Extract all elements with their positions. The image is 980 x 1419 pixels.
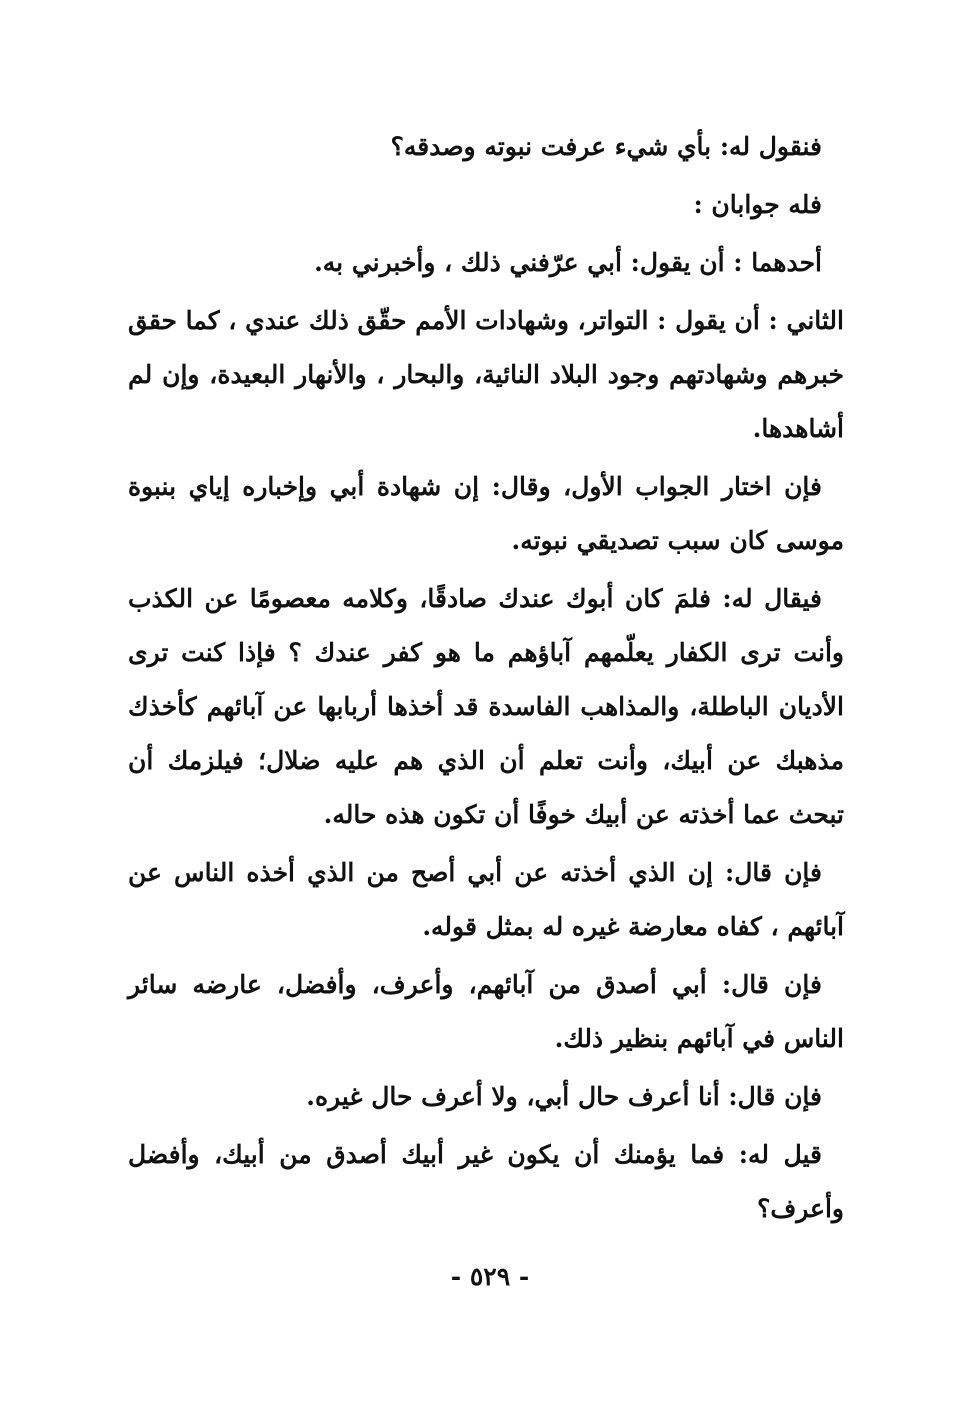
paragraph-6 [128, 572, 844, 842]
paragraph-4-text: أن يقول : التواتر، وشهادات الأمم حقّق ذلك عندي ، كما حقق خبرهم وشهادتهم وجود البلاد النائية، والبحار ، والأنهار البعيدة، وإن لم أشاهدها. [128, 306, 844, 443]
paragraph-3-lead: أحدهما : [733, 248, 822, 277]
paragraph-9 [128, 1070, 844, 1124]
body-text [128, 120, 844, 1240]
paragraph-7-text: فإن قال: إن الذي أخذته عن أبي أصح من الذي أخذه الناس عن آبائهم ، كفاه معارضة غيره له بمثل قوله. [128, 858, 844, 941]
paragraph-8 [128, 958, 844, 1066]
paragraph-3 [128, 236, 844, 290]
paragraph-1-text: فنقول له: بأي شيء عرفت نبوته وصدقه؟ [390, 132, 822, 161]
paragraph-8-text: فإن قال: أبي أصدق من آبائهم، وأعرف، وأفضل، عارضه سائر الناس في آبائهم بنظير ذلك. [128, 970, 844, 1053]
paragraph-9-text: فإن قال: أنا أعرف حال أبي، ولا أعرف حال غيره. [306, 1082, 822, 1111]
paragraph-4-lead: الثاني : [768, 306, 844, 335]
paragraph-10-text: قيل له: فما يؤمنك أن يكون غير أبيك أصدق من أبيك، وأفضل وأعرف؟ [128, 1140, 844, 1223]
paragraph-3-text: أن يقول: أبي عرّفني ذلك ، وأخبرني به. [314, 248, 734, 277]
paragraph-1 [128, 120, 844, 174]
paragraph-2 [128, 178, 844, 232]
paragraph-6-text: فيقال له: فلمَ كان أبوك عندك صادقًا، وكلامه معصومًا عن الكذب وأنت ترى الكفار يعلّمهم آباؤهم ما هو كفر عندك ؟ فإذا كنت ترى الأديان الباطلة، والمذاهب الفاسدة قد أخذها أربابها عن آبائهم كأخذك مذهبك عن أبيك، وأنت تعلم أن الذي هم عليه ضلال؛ فيلزمك أن تبحث عما أخذته عن أبيك خوفًا أن تكون هذه حاله. [128, 584, 844, 829]
page-number: - ٥٢٩ - [450, 1262, 530, 1291]
paragraph-4 [128, 294, 844, 456]
paragraph-10 [128, 1128, 844, 1236]
paragraph-5 [128, 460, 844, 568]
paragraph-7 [128, 846, 844, 954]
paragraph-5-text: فإن اختار الجواب الأول، وقال: إن شهادة أبي وإخباره إياي بنبوة موسى كان سبب تصديقي نبوته. [128, 472, 844, 555]
paragraph-2-text: فله جوابان : [693, 190, 822, 219]
